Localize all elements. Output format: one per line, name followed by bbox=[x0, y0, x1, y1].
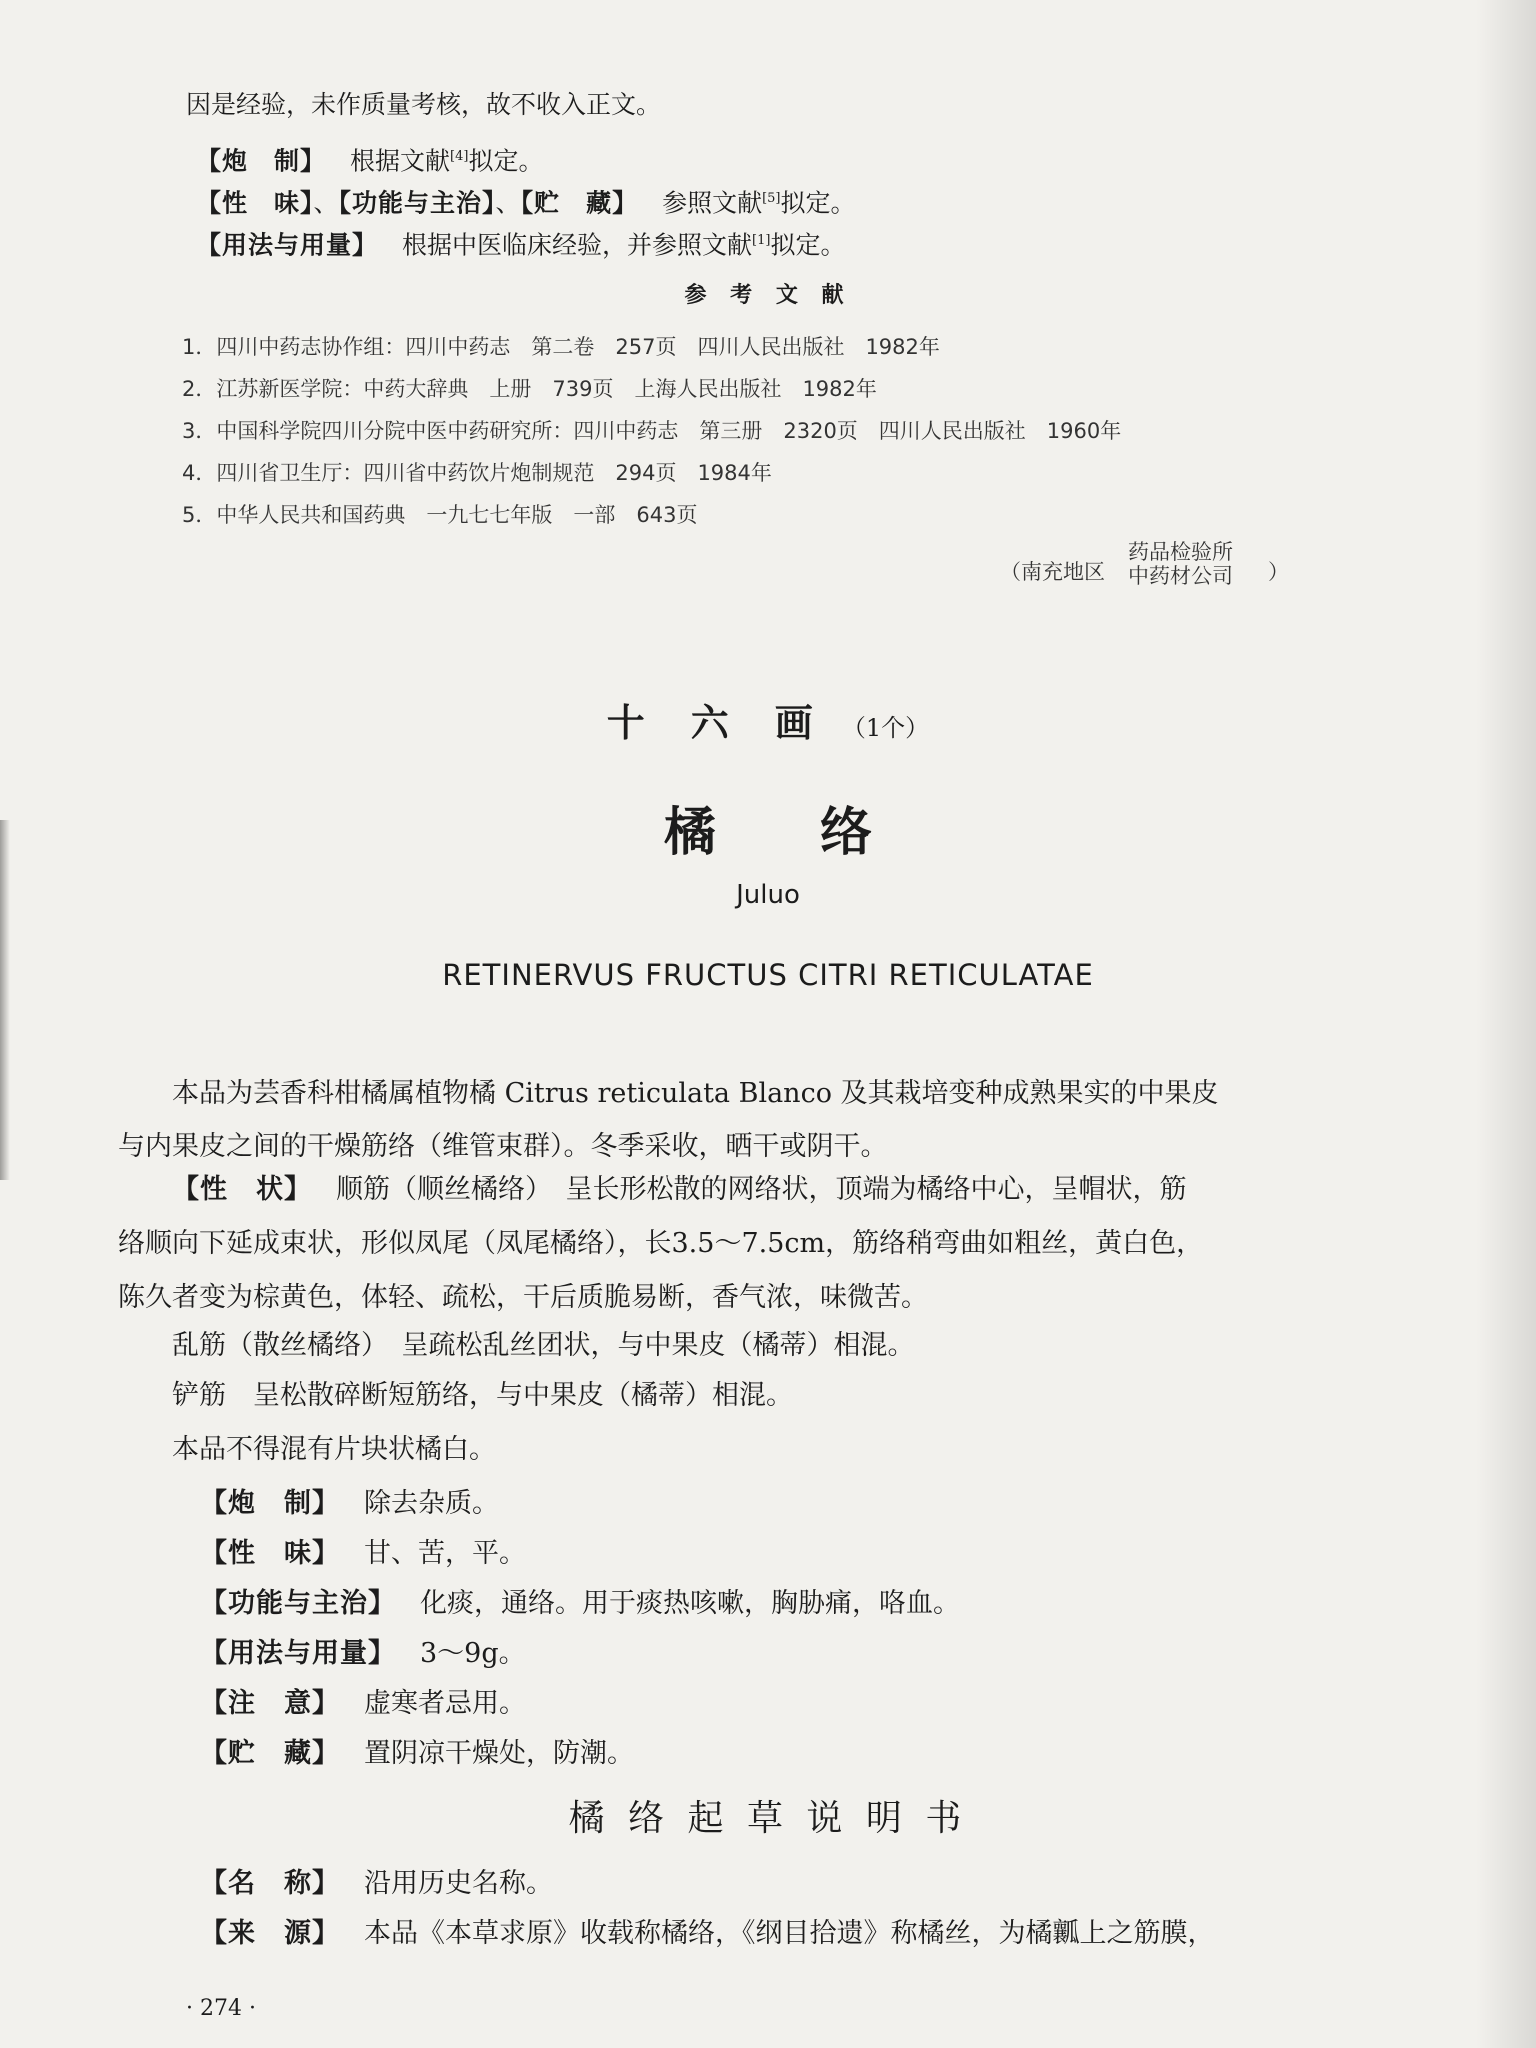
author-prefix: （南充地区 bbox=[1000, 560, 1105, 584]
yongfa-ref-sup: [1] bbox=[752, 233, 771, 248]
binding-shadow bbox=[0, 820, 10, 1180]
entry-title: 橘 络 bbox=[663, 803, 872, 863]
author-line-2: 中药材公司 bbox=[1128, 564, 1233, 588]
separator: 、 bbox=[313, 188, 339, 218]
spec-label: 【名 称】 bbox=[200, 1868, 340, 1899]
zhucang-label: 【贮 藏】 bbox=[520, 188, 639, 218]
yongfa-text: 根据中医临床经验，并参照文献 bbox=[402, 230, 753, 260]
spec-text: 本品《本草求原》收载称橘络，《纲目拾遗》称橘丝，为橘瓤上之筋膜， bbox=[364, 1918, 1215, 1949]
body-line bbox=[118, 1324, 915, 1368]
spec-text: 沿用历史名称。 bbox=[364, 1868, 553, 1899]
separator: 、 bbox=[495, 188, 521, 218]
spec-label: 【炮 制】 bbox=[200, 1488, 340, 1519]
spec-zhuyi bbox=[200, 1682, 526, 1726]
xingzhuang-label: 【性 状】 bbox=[172, 1174, 312, 1205]
spec-text: 甘、苦，平。 bbox=[364, 1538, 526, 1569]
reference-item: 5．中华人民共和国药典 一九七七年版 一部 643页 bbox=[182, 503, 698, 527]
spec-label: 【功能与主治】 bbox=[200, 1588, 396, 1619]
spec-text: 化痰，通络。用于痰热咳嗽，胸胁痛，咯血。 bbox=[420, 1588, 960, 1619]
spec-label: 【用法与用量】 bbox=[200, 1638, 396, 1669]
xingwei-ref-sup: [5] bbox=[762, 191, 781, 206]
paozhi-text: 根据文献 bbox=[350, 146, 451, 176]
author-suffix: ） bbox=[1268, 560, 1289, 584]
page-number: · 274 · bbox=[186, 1996, 256, 2021]
continuation-line bbox=[186, 88, 661, 122]
section-heading bbox=[0, 692, 1536, 747]
spec-label: 【性 味】 bbox=[200, 1538, 340, 1569]
spec-text: 除去杂质。 bbox=[364, 1488, 499, 1519]
spec-text: 3～9g。 bbox=[420, 1638, 526, 1669]
spec-text: 虚寒者忌用。 bbox=[364, 1688, 526, 1719]
entry-pinyin: Juluo bbox=[736, 880, 800, 910]
body-line: 陈久者变为棕黄色，体轻、疏松，干后质脆易断，香气浓，味微苦。 bbox=[118, 1282, 928, 1313]
paozhi-note bbox=[196, 140, 543, 178]
spec-label: 【来 源】 bbox=[200, 1918, 340, 1949]
author-line-1: 药品检验所 bbox=[1128, 540, 1233, 564]
body-line bbox=[118, 1168, 1187, 1212]
body-text: 本品不得混有片块状橘白。 bbox=[172, 1434, 496, 1465]
draft-mingcheng bbox=[200, 1862, 553, 1906]
paozhi-tail: 拟定。 bbox=[468, 146, 544, 176]
spec-label: 【贮 藏】 bbox=[200, 1738, 340, 1769]
xingwei-label: 【性 味】 bbox=[196, 188, 314, 218]
spec-text: 置阴凉干燥处，防潮。 bbox=[364, 1738, 634, 1769]
reference-item: 1．四川中药志协作组：四川中药志 第二卷 257页 四川人民出版社 1982年 bbox=[182, 335, 940, 359]
yongfa-note bbox=[196, 224, 845, 262]
yongfa-tail: 拟定。 bbox=[770, 230, 846, 260]
xingwei-note bbox=[196, 182, 856, 220]
spec-label: 【注 意】 bbox=[200, 1688, 340, 1719]
spec-gongneng bbox=[200, 1582, 960, 1626]
draft-title: 橘 络 起 草 说 明 书 bbox=[568, 1798, 968, 1839]
continuation-text: 因是经验，未作质量考核，故不收入正文。 bbox=[186, 90, 662, 119]
references-heading: 参 考 文 献 bbox=[684, 283, 852, 308]
spec-xingwei bbox=[200, 1532, 526, 1576]
draft-laiyuan bbox=[200, 1912, 1215, 1956]
xingwei-note-text: 参照文献 bbox=[662, 188, 763, 218]
reference-item: 4．四川省卫生厅：四川省中药饮片炮制规范 294页 1984年 bbox=[182, 461, 772, 485]
body-line bbox=[118, 1374, 793, 1418]
body-text: 铲筋 呈松散碎断短筋络，与中果皮（橘蒂）相混。 bbox=[172, 1380, 793, 1411]
body-line: 络顺向下延成束状，形似凤尾（凤尾橘络），长3.5～7.5cm，筋络稍弯曲如粗丝，黄白色， bbox=[118, 1228, 1204, 1259]
yongfa-label: 【用法与用量】 bbox=[196, 230, 379, 260]
reference-item: 2．江苏新医学院：中药大辞典 上册 739页 上海人民出版社 1982年 bbox=[182, 377, 877, 401]
spec-zhucang bbox=[200, 1732, 634, 1776]
entry-latin-name: RETINERVUS FRUCTUS CITRI RETICULATAE bbox=[442, 958, 1094, 992]
body-text: 本品为芸香科柑橘属植物橘 Citrus reticulata Blanco 及其栽培变种成熟果实的中果皮 bbox=[172, 1078, 1219, 1109]
section-title: 十 六 画 bbox=[606, 701, 817, 745]
body-text: 顺筋（顺丝橘络） 呈长形松散的网络状，顶端为橘络中心，呈帽状，筋 bbox=[336, 1174, 1187, 1205]
body-line bbox=[118, 1428, 496, 1472]
reference-item: 3．中国科学院四川分院中医中药研究所：四川中药志 第三册 2320页 四川人民出版社 1960年 bbox=[182, 419, 1122, 443]
xingwei-note-tail: 拟定。 bbox=[780, 188, 856, 218]
body-text: 乱筋（散丝橘络） 呈疏松乱丝团状，与中果皮（橘蒂）相混。 bbox=[172, 1330, 915, 1361]
spec-yongfa bbox=[200, 1632, 526, 1676]
section-count: （1个） bbox=[841, 714, 930, 742]
spec-paozhi bbox=[200, 1482, 499, 1526]
paozhi-label: 【炮 制】 bbox=[196, 146, 327, 176]
body-line bbox=[118, 1072, 1219, 1116]
paozhi-ref-sup: [4] bbox=[450, 149, 469, 164]
gongneng-label: 【功能与主治】 bbox=[338, 188, 496, 218]
body-line: 与内果皮之间的干燥筋络（维管束群）。冬季采收，晒干或阴干。 bbox=[118, 1131, 888, 1162]
